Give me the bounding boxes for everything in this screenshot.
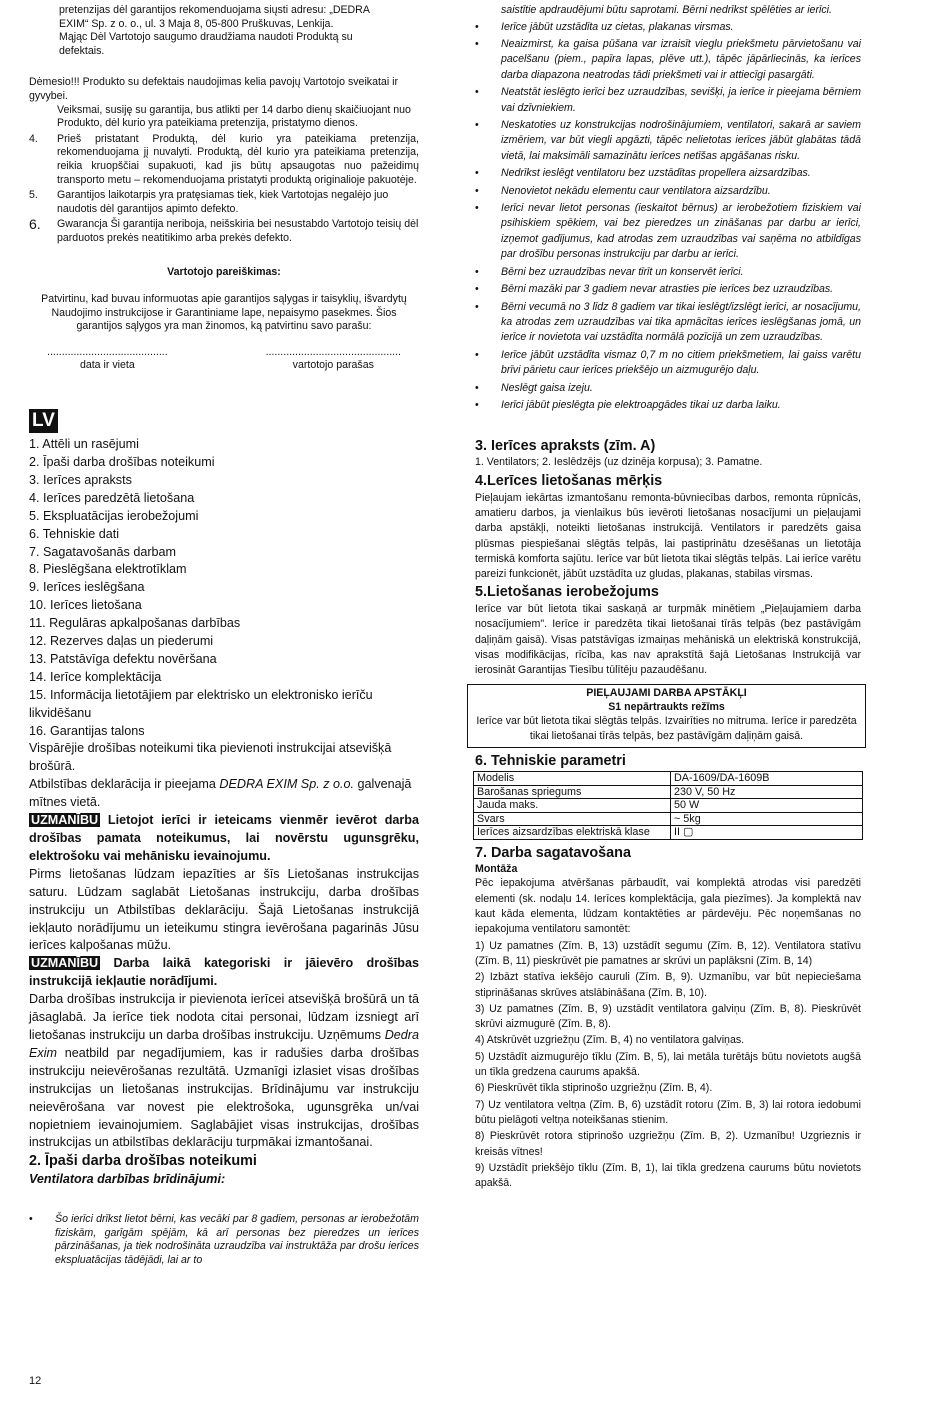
assembly-step: 4) Atskrūvēt uzgriežņu (Zīm. B, 4) no ventilatora galviņas. [475,1034,745,1047]
bullet-dot: • [475,119,479,132]
bullet-text: Šo ierīci drīkst lietot bērni, kas vecāki par 8 gadiem, personas ar ierobežotām fiziskām, garīgām spējām, kā arī personas bez pieredzes un ierīces pārzināšanas, ja tiek nodrošināta uzraudzība vai instruktāža par drošu ierīces ekspluatācijas tādējādi, lai ar to [55,1213,419,1266]
bullet-dot: • [475,381,479,394]
signature-date-place [47,346,168,373]
safety-company: Dedra Exim [29,1027,419,1060]
declaration-company: DEDRA EXIM Sp. z o.o. [219,777,355,792]
bullet-item [475,282,861,297]
tech-key: Barošanas spriegums [474,785,671,799]
warning-1 [29,812,419,866]
section-3-text: 1. Ventilators; 2. Ieslēdzējs (uz dzinēja korpusa); 3. Pamatne. [475,456,763,469]
warranty-line: defektais. [59,44,105,57]
bullet-item [29,1213,419,1267]
item-number: 5. [29,189,38,202]
bullet-text: Ierīce jābūt uzstādīta uz cietas, plakanas virsmas. [501,20,734,33]
bullet-item [475,166,861,181]
statement-text: Patvirtinu, kad buvau informuotas apie garantijos sąlygas ir taisyklių, išvardytų Naudojimo instrukcijose ir Garantiniame lape, nepaisymo pasekmes. Šios garantijos sąlygos yra man žinomos, ką patvirtinu savo parašu: [41,293,407,333]
bullet-item [475,184,861,199]
warning-2 [29,955,419,991]
toc-item: 4. Ierīces paredzētā lietošana [29,490,195,505]
tech-row [474,785,863,799]
bullet-text: Neaizmirst, ka gaisa pūšana var izraisīt vieglu priekšmetu pārvietošanu vai pacelšanu (piem., papīra lapas, plēve utt.), tāpēc jāpārliecinās, ka ierīces darba diapazona neatrodas tādi priekšmeti vai ir attiecīgi pasargāti. [501,38,861,81]
bullet-dot: • [475,348,479,361]
tech-value: 230 V, 50 Hz [671,785,863,799]
bullet-text: Neatstāt ieslēgto ierīci bez uzraudzības, sevišķi, ja ierīce ir pieejama bērniem vai dzīvniekiem. [501,86,861,114]
intro-paragraph: Pirms lietošanas lūdzam iepazīties ar šīs Lietošanas instrukcijas saturu. Lūdzam saglabāt Lietošanas instrukciju, darba drošības instrukciju un Atbilstības deklarāciju. Šajā Lietošanas instrukcijā iekļauto norādījumu un ieteikumu stingra ievērošana pagarinās Jūsu ierīces kalpošanas mūžu. [29,866,419,953]
warning-2-text: Darba laikā kategoriski ir jāievēro drošības instrukcijā iekļautie norādījumi. [29,956,419,989]
warranty-line: pretenzijas dėl garantijos rekomenduojama siųsti adresu: „DEDRA [59,4,370,16]
working-conditions-box [467,684,866,748]
toc-item: 8. Pieslēgšana elektrotīklam [29,562,187,577]
item-text: Garantijos laikotarpis yra pratęsiamas tiek, kiek Vartotojas negalėjo juo naudotis dėl garantijos apimto defekto. [57,189,389,215]
toc-item: 9. Ierīces ieslēgšana [29,580,145,595]
bullet-item [475,348,861,379]
bullet-dot: • [475,86,479,99]
section-7-title: 7. Darba sagatavošana [475,844,631,861]
right-column [475,0,861,1191]
item-number: 6. [29,216,41,233]
dots-left: ......................................... [47,345,168,358]
bullet-dot: • [475,20,479,33]
signature-consumer [266,346,401,373]
section-5-text: Ierīce var būt lietota tikai saskaņā ar turpmāk minētiem „Pieļaujamiem darba nosacījumiem". Ierīce ir paredzēta tikai lietošanai tīrās telpās (bez pastāvīgām daļiņām gaisā). Visas patstāvīgas izmaiņas mehāniskā un elektriskā konstrukcijā, visas modifikācijas, rīcība, kas nav aprakstītā šajā Lietošanas Instrukcijā var ierosināt Garantijas Tiesību tūlītēju pazaudēšanu. [475,603,861,676]
toc-item: 3. Ierīces apraksts [29,472,132,487]
bullet-item [475,201,861,263]
bullet-item [475,300,861,346]
bullet-text: Nedrīkst ieslēgt ventilatoru bez uzstādītas propellera aizsardzības. [501,167,811,180]
warranty-item-6 [29,218,419,245]
warning-badge: UZMANĪBU [31,956,99,971]
tech-key: Jauda maks. [474,799,671,813]
section-6-title: 6. Tehniskie parametri [475,753,626,770]
section-7-subtitle: Montāža [475,862,518,875]
toc-item: 13. Patstāvīga defektu novēršana [29,651,217,666]
section-4-text: Pieļaujam iekārtas izmantošanu remonta-būvniecības darbos, remonta rūpnīcās, amatieru darbos, ja vienlaikus būs ievēroti lietošanas nosacījumi un pieļaujami darba apstākļi, noteikti lietošanas instrukcijā. Ventilators ir paredzēts gaisa plūsmas piespiešanai slēgtās telpās, lai pastiprinātu dzesēšanas un lietotāja termiskā komforta sajūtu. Ierīce var būt lietota tikai slēgtās telpās. Lai ierīce varētu pareizi funkcionēt, jābūt uzstādīta uz gludas, plakanas, stabilas virsmas. [475,491,861,580]
bullet-item [475,398,861,413]
conditions-title: PIEĻAUJAMI DARBA APSTĀKĻI [586,687,747,700]
general-safety-note: Vispārējie drošības noteikumi tika pievienoti instrukcijai atsevišķā brošūrā. [29,741,392,774]
declaration-note [29,776,419,812]
page-number: 12 [29,1375,42,1387]
bullet-item [475,118,861,164]
declaration-post: galvenajā mītnes vietā. [29,777,412,810]
bullet-dot: • [475,38,479,50]
declaration-pre: Atbilstības deklarācija ir pieejama [29,777,220,792]
section-2-subtitle: Ventilatora darbības brīdinājumi: [29,1172,226,1187]
label-consumer-signature: vartotojo parašas [292,359,374,372]
bullet-dot: • [475,184,479,197]
toc-item: 7. Sagatavošanās darbam [29,544,177,559]
label-date-place: data ir vieta [79,359,135,372]
bullet-continuation: saistītie apdraudējumi būtu saprotami. Bērni nedrīkst spēlēties ar ierīci. [501,4,832,16]
safety-bullet-list [475,20,861,414]
item-text: Gwarancja Ši garantija neriboja, neišskiria bei nesustabdo Vartotojo teisių dėl parduotos prekės neatitikimo arba prekės defekto. [57,218,419,244]
conditions-mode: S1 nepārtraukts režīms [608,700,725,713]
section-7-intro: Pēc iepakojuma atvēršanas pārbaudīt, vai komplektā atrodas visi paredzēti elementi (sk. nodaļu 14. Ierīces komplektācija, gala piezīmes). Ja komplektā nav kaut kāda elementa, lūdzam kontaktēties ar pārdevēju. Pēc noņemšanas no iepakojuma ventilatoru samontēt: [475,877,861,936]
tech-value: ~ 5kg [671,812,863,826]
left-column [29,0,419,1268]
tech-value: DA-1609/DA-1609B [671,772,863,786]
tech-value: II ▢ [671,826,863,840]
section-4-title: 4.Lerīces lietošanas mērķis [475,472,663,489]
warranty-line: Mąjąc Dėl Vartotojo saugumo draudžiama naudoti Produktą su [59,31,353,44]
bullet-dot: • [475,167,479,180]
safety-paragraph-b: neatbild par negadījumiem, kas ir radušies darba drošības instrukciju neievērošanas rezultātā. Uzmanīgi izlasiet visas drošības instrukcijas un lietošanas instrukcijas. Brīdinājumu var instrukciju neievērošana var novest pie elektrošoka, ugunsgrēka un/vai nopietniem ievainojumiem. Saglabājiet visas instrukcijas, drošības instrukcijas un atbilstības deklarāciju turpmākai izmantošanai. [29,1045,419,1150]
tech-key: Ierīces aizsardzības elektriskā klase [474,826,671,840]
warranty-line: EXIM“ Sp. z o. o., ul. 3 Maja 8, 05-800 Pruškuvas, Lenkija. [59,17,334,30]
bullet-text: Ierīci nevar lietot personas (ieskaitot bērnus) ar ierobežotiem fiziskiem vai psihiskiem spēkiem, vai bez pieredzes un zināšanas par darbu ar ierīci, izņemot gadījumus, kad atrodas zem uzraudzības vai saņēma no atbildīgas par drošību personas instrukciju par darbu ar ierīci. [501,202,861,261]
toc-item: 10. Ierīces lietošana [29,598,142,613]
toc-item: 14. Ierīce komplektācija [29,669,162,684]
warranty-p3: Veiksmai, susiję su garantija, bus atlikti per 14 darbo dienų skaičiuojant nuo Produkto, dėl kurio yra pateikiama pretenzija, pristatymo dienos. [57,103,411,130]
assembly-step: 6) Pieskrūvēt tīkla stiprinošo uzgriežņu (Zīm. B, 4). [475,1082,713,1095]
dots-right: .............................................. [265,345,401,358]
bullet-dot: • [475,202,479,215]
toc-item: 12. Rezerves daļas un piederumi [29,634,214,649]
toc-item: 1. Attēli un rasējumi [29,437,139,452]
tech-key: Svars [474,812,671,826]
statement-title: Vartotojo pareiškimas: [167,265,281,278]
toc-item: 16. Garantijas talons [29,723,145,738]
warranty-item-4 [29,133,419,187]
section-5-title: 5.Lietošanas ierobežojums [475,584,659,601]
bullet-text: Bērni vecumā no 3 līdz 8 gadiem var tikai ieslēgt/izslēgt ierīci, ar nosacījumu, ka atrodas zem uzraudzības vai tika apmācītas ierīces ieslēgšanas jomā, un ierīce ir novietota vai uzstādīta normālā pozīcijā un zem uzraudzības. [501,300,861,344]
assembly-step: 7) Uz ventilatora veltņa (Zīm. B, 6) uzstādīt rotoru (Zīm. B, 3) lai rotora iedobumi būtu pielāgoti veltņa noteikšanas stienim. [475,1098,861,1126]
bullet-dot: • [29,1213,33,1226]
language-badge: LV [29,409,58,433]
tech-row [474,772,863,786]
assembly-step: 5) Uzstādīt aizmugurējo tīklu (Zīm. B, 5), lai metāla turētājs būtu novietots augšā un tīkla gredzena caurums apakšā. [475,1050,861,1079]
bullet-text: Neskatoties uz konstrukcijas nodrošinājumiem, ventilatori, sakarā ar saviem izmēriem, var būt viegli apgāzti, tāpēc nelietotas ierīces jābūt glabātas tādā vietā, lai maksimāli samazinātu ierīces netīšas apgāšanas risku. [501,119,861,162]
table-of-contents [29,436,419,1152]
bullet-text: Bērni mazāki par 3 gadiem nevar atrasties pie ierīces bez uzraudzības. [501,283,834,296]
attention-text: Dėmesio!!! Produkto su defektais naudojimas kelia pavojų Vartotojo sveikatai ir gyvybei. [29,76,399,102]
bullet-text: Ierīci jābūt pieslēgta pie elektroapgādes tikai uz darba laiku. [501,398,781,411]
tech-key: Modelis [474,772,671,786]
bullet-item [475,381,861,396]
toc-item: 15. Informācija lietotājiem par elektrisko un elektronisko ierīču likvidēšanu [29,687,373,720]
safety-paragraph [29,991,419,1152]
conditions-text: Ierīce var būt lietota tikai slēgtās telpās. Izvairīties no mitruma. Ierīce ir paredzēta tikai lietošanai tīrās telpās, bez pastāvīgām daļiņām gaisā. [476,715,857,743]
item-text: Prieš pristatant Produktą, dėl kurio yra pateikiama pretenzija, rekomenduojama jį nuvalyti. Produktą, dėl kurio yra pateikiama pretenzija, reikia kruopščiai supakuoti, kad jis būtų apsaugotas nuo pažeidimų transporto metu – rekomenduojama pristatyti produktą originalioje pakuotėje. [57,132,419,186]
bullet-dot: • [475,300,479,313]
assembly-step: 3) Uz pamatnes (Zīm. B, 9) uzstādīt ventilatora galviņu (Zīm. B, 8). Pieskrūvēt skrūvi aizmugurē (Zīm. B, 8). [475,1002,861,1031]
warning-badge: UZMANĪBU [31,813,99,828]
section-2-title: 2. Īpaši darba drošības noteikumi [29,1153,257,1170]
bullet-text: Bērni bez uzraudzības nevar tīrīt un konservēt ierīci. [501,265,744,278]
tech-row [474,799,863,813]
warranty-top-text [29,4,419,58]
assembly-step: 8) Pieskrūvēt rotora stiprinošo uzgriežņu (Zīm. B, 2). Uzmanību! Uzgrieznis ir kreisās vītnes! [475,1130,861,1158]
tech-table [473,771,863,840]
bullet-item [475,85,861,116]
bullet-item [475,37,861,83]
section-3-title: 3. Ierīces apraksts (zīm. A) [475,438,656,455]
bullet-text: Neslēgt gaisa izeju. [501,381,593,394]
item-number: 4. [29,132,38,145]
bullet-dot: • [475,283,479,296]
assembly-step: 9) Uzstādīt priekšējo tīklu (Zīm. B, 1), lai tīkla gredzena caurums būtu novietots apakšā. [475,1161,861,1190]
toc-item: 11. Regulāras apkalpošanas darbības [29,616,241,631]
bullet-text: Ierīce jābūt uzstādīta vismaz 0,7 m no citiem priekšmetiem, lai gaiss varētu brīvi pārietu caur ierīces priekšējo un aizmugurējo daļu. [501,348,861,377]
bullet-item [475,265,861,280]
tech-row [474,826,863,840]
bullet-dot: • [475,265,479,278]
assembly-step: 2) Izbāzt statīva iekšējo cauruli (Zīm. B, 9). Uzmanību, var būt nepieciešama stiprināšanas skrūves atslābināšana (Zīm. B, 10). [475,971,861,999]
bullet-item [475,20,861,35]
tech-row [474,812,863,826]
tech-value: 50 W [671,799,863,813]
safety-paragraph-a: Darba drošības instrukcija ir pievienota ierīcei atsevišķā brošūrā un tā jāsaglabā. Ja ierīce tiek nodota citai personai, lūdzam izsniegt arī lietošanas instrukciju un darba drošības instrukciju. Uzņēmums [29,992,419,1042]
assembly-steps [475,939,861,1192]
signature-row [29,346,419,373]
assembly-step: 1) Uz pamatnes (Zīm. B, 13) uzstādīt segumu (Zīm. B, 12). Ventilatora statīvu (Zīm. B, 11) pieskrūvēt pie pamatnes ar skrūvi un paplāksni (Zīm. B, 14) [475,939,861,967]
bullet-text: Nenovietot nekādu elementu caur ventilatora aizsardzību. [501,184,771,197]
toc-item: 6. Tehniskie dati [29,526,120,541]
warning-1-text: Lietojot ierīci ir ieteicams vienmēr ievērot darba drošības pamata noteikumus, lai novērstu ugunsgrēku, elektrošoku vai mehānisku ievainojumu. [29,813,419,863]
toc-item: 5. Ekspluatācijas ierobežojumi [29,508,199,523]
bullet-dot: • [475,398,479,411]
warranty-item-5 [29,189,419,216]
toc-item: 2. Īpaši darba drošības noteikumi [29,454,215,469]
